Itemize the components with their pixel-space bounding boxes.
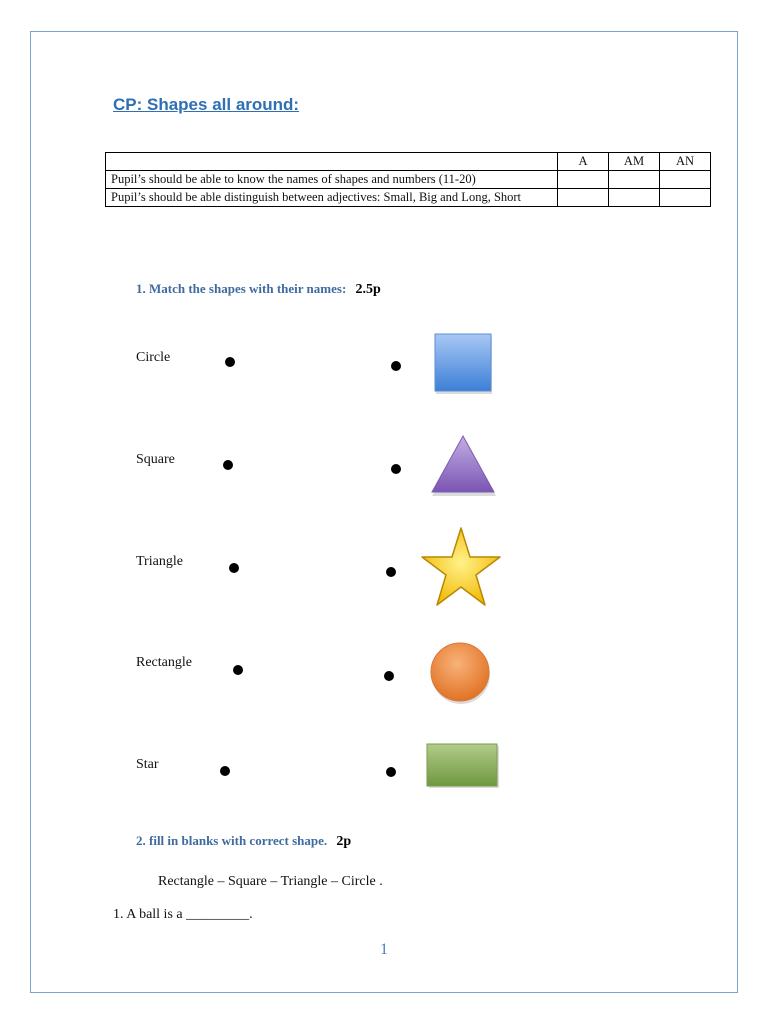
match-dot-right[interactable] — [384, 671, 394, 681]
word-choices: Rectangle – Square – Triangle – Circle . — [158, 874, 383, 889]
page-title: CP: Shapes all around: — [113, 95, 300, 114]
word-circle: Circle — [136, 350, 171, 365]
section1-heading — [136, 281, 381, 298]
table-cell-am — [609, 171, 660, 189]
section2-points: 2p — [336, 834, 352, 849]
fill-in-question: 1. A ball is a _________. — [113, 907, 253, 922]
table-header-row — [106, 153, 711, 171]
section1-points: 2.5p — [355, 282, 381, 297]
word-square: Square — [136, 452, 175, 467]
table-cell-a — [558, 189, 609, 207]
table-cell-a — [558, 171, 609, 189]
word-star: Star — [136, 757, 159, 772]
yellow-star-icon — [420, 525, 502, 609]
table-header-blank — [106, 153, 558, 171]
match-dot-right[interactable] — [391, 464, 401, 474]
match-dot-left[interactable] — [229, 563, 239, 573]
section1-heading-text: 1. Match the shapes with their names: — [136, 281, 347, 296]
blue-square-icon — [431, 332, 495, 396]
table-cell-objective: Pupil’s should be able distinguish between adjectives: Small, Big and Long, Short — [106, 189, 558, 207]
section2-heading — [136, 833, 351, 850]
word-triangle: Triangle — [136, 554, 183, 569]
word-rectangle: Rectangle — [136, 655, 192, 670]
table-header-am: AM — [609, 153, 660, 171]
match-dot-right[interactable] — [391, 361, 401, 371]
match-dot-left[interactable] — [233, 665, 243, 675]
table-cell-an — [660, 189, 711, 207]
match-dot-right[interactable] — [386, 767, 396, 777]
page-number: 1 — [380, 941, 388, 958]
table-row — [106, 189, 711, 207]
match-dot-left[interactable] — [223, 460, 233, 470]
table-cell-objective: Pupil’s should be able to know the names of shapes and numbers (11-20) — [106, 171, 558, 189]
table-header-a: A — [558, 153, 609, 171]
table-cell-am — [609, 189, 660, 207]
match-dot-right[interactable] — [386, 567, 396, 577]
match-dot-left[interactable] — [225, 357, 235, 367]
table-header-an: AN — [660, 153, 711, 171]
green-rectangle-icon — [424, 741, 502, 791]
purple-triangle-icon — [428, 432, 498, 498]
match-dot-left[interactable] — [220, 766, 230, 776]
section2-heading-text: 2. fill in blanks with correct shape. — [136, 833, 328, 848]
assessment-table — [105, 152, 711, 207]
orange-circle-icon — [428, 640, 494, 706]
table-cell-an — [660, 171, 711, 189]
table-row — [106, 171, 711, 189]
